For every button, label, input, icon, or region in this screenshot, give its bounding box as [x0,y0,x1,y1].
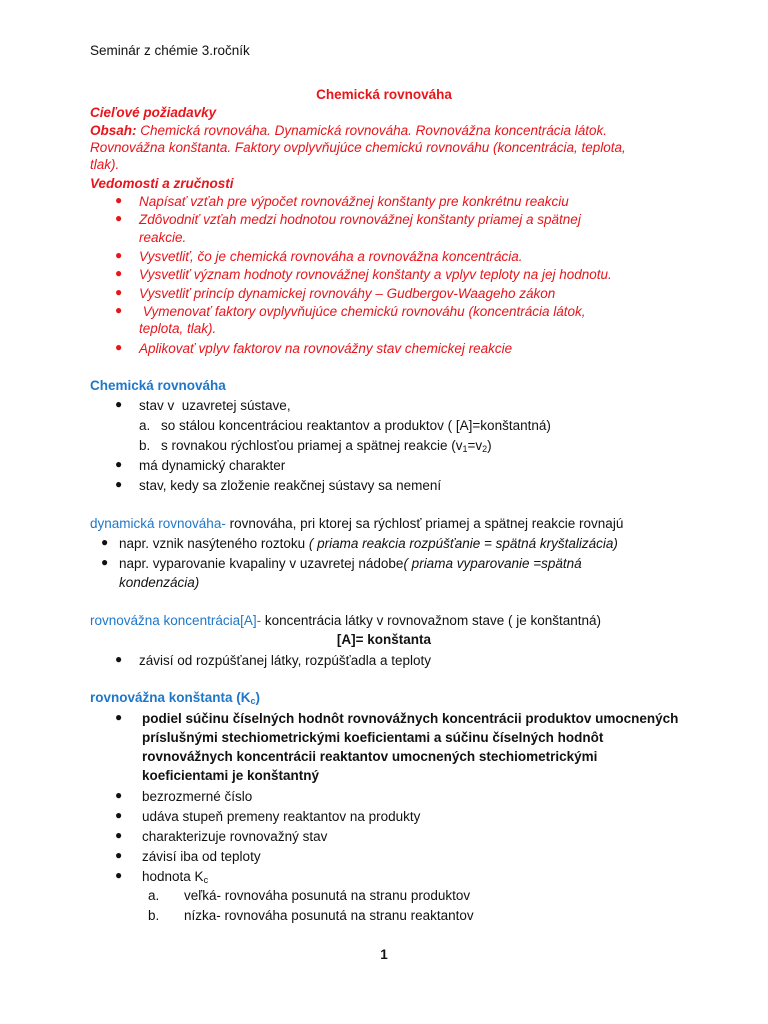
s2-definition: rovnováha, pri ktorej sa rýchlosť priamej a spätnej reakcie rovnajú [225,516,624,531]
bullet-icon: ● [115,788,123,802]
bullet-icon: ● [115,193,123,207]
s3-definition-line [90,612,601,629]
knowledge-item-4: Vysvetliť princíp dynamickej rovnováhy – Gudbergov-Waageho zákon [139,286,556,301]
bullet-icon: ● [115,848,123,862]
knowledge-item-5-cont: teplota, tlak). [139,321,217,336]
bullet-icon: ● [115,397,123,411]
s2-example-1-italic: ( priama reakcia rozpúšťanie = spätná kryštalizácia) [308,536,618,551]
s3-formula: [A]= konštanta [336,632,432,647]
page-header: Seminár z chémie 3.ročník [90,43,250,58]
s4-bold-line-0: podiel súčinu číselných hodnôt rovnovážnych koncentrácii produktov umocnených [142,711,679,726]
s2-example-2-cont: kondenzácia) [119,575,200,590]
s4-sub-b-label: b. [148,908,160,923]
knowledge-item-2: Vysvetliť, čo je chemická rovnováha a rovnovážna koncentrácia. [139,249,523,264]
bullet-icon: ● [115,340,123,354]
bullet-icon: ● [115,808,123,822]
s4-sub-a: veľká- rovnováha posunutá na stranu produktov [184,888,471,903]
subscript: 1 [462,444,468,454]
bullet-icon: ● [115,828,123,842]
bullet-icon: ● [115,457,123,471]
s2-example-2-italic: ( priama vyparovanie =spätná [403,556,582,571]
s4-bold-line-2: rovnovážnych koncentrácii reaktantov umocnených stechiometrickými [142,749,598,764]
bullet-icon: ● [115,211,123,225]
s4-item-2: bezrozmerné číslo [142,789,253,804]
bullet-icon: ● [115,477,123,491]
knowledge-item-1: Zdôvodniť vzťah medzi hodnotou rovnovážnej konštanty priamej a spätnej [139,212,581,227]
bullet-icon: ● [101,555,109,569]
subscript: c [203,875,209,885]
s4-bold-line-1: príslušnými stechiometrickými koeficientami a súčinu číselných hodnôt [142,730,604,745]
knowledge-item-6: Aplikovať vplyv faktorov na rovnovážny stav chemickej reakcie [139,341,513,356]
s4-heading-post: ) [255,690,261,705]
s1-sub-b-text: s rovnakou rýchlosťou priamej a spätnej reakcie (v [161,438,463,453]
s1-item-3: stav, kedy sa zloženie reakčnej sústavy sa nemení [139,478,442,493]
s1-sub-a-label: a. [139,418,151,433]
s4-item-5: závisí iba od teploty [142,849,261,864]
content-text-0: Chemická rovnováha. Dynamická rovnováha. Rovnovážna koncentrácia látok. [140,123,608,138]
knowledge-heading: Vedomosti a zručnosti [90,176,234,191]
page-number: 1 [380,947,388,962]
knowledge-item-5: Vymenovať faktory ovplyvňujúce chemickú rovnováhu (koncentrácia látok, [139,304,586,319]
knowledge-item-1-cont: reakcie. [139,230,187,245]
s1-item-1: stav v uzavretej sústave, [139,398,291,413]
s3-item-1: závisí od rozpúšťanej látky, rozpúšťadla a teploty [139,653,432,668]
s2-definition-line [90,515,623,532]
s2-example-2 [119,555,582,572]
s3-definition: koncentrácia látky v rovnovažnom stave ( je konštantná) [261,613,602,628]
content-line-0 [90,122,607,139]
content-line-1: Rovnovážna konštanta. Faktory ovplyvňujúce chemickú rovnováhu (koncentrácia, teplota, [90,140,626,155]
s4-item-4: charakterizuje rovnovažný stav [142,829,328,844]
bullet-icon: ● [115,248,123,262]
s4-item-6-text: hodnota K [142,869,204,884]
s4-sub-a-label: a. [148,888,160,903]
s1-item-2: má dynamický charakter [139,458,286,473]
subscript: c [250,696,256,706]
bullet-icon: ● [115,710,123,724]
subscript: 2 [482,444,488,454]
s1-sub-b-post: ) [487,438,492,453]
section-heading-equilibrium-constant [90,689,260,706]
s1-sub-a: so stálou koncentráciou reaktantov a produktov ( [A]=konštantná) [161,418,551,433]
s4-heading-text: rovnovážna konštanta (K [90,690,251,705]
bullet-icon: ● [115,266,123,280]
content-label: Obsah: [90,123,137,138]
s1-sub-b-mid: =v [467,438,483,453]
bullet-icon: ● [115,285,123,299]
s1-sub-b-label: b. [139,438,151,453]
s4-sub-b: nízka- rovnováha posunutá na stranu reaktantov [184,908,474,923]
content-line-2: tlak). [90,157,120,172]
knowledge-item-3: Vysvetliť význam hodnoty rovnovážnej konštanty a vplyv teploty na jej hodnotu. [139,267,612,282]
bullet-icon: ● [115,868,123,882]
bullet-icon: ● [115,652,123,666]
knowledge-item-0: Napísať vzťah pre výpočet rovnovážnej konštanty pre konkrétnu reakciu [139,194,569,209]
bullet-icon: ● [115,303,123,317]
s4-item-6 [142,868,208,885]
section-heading-dynamic-equilibrium: dynamická rovnováha- [90,516,226,531]
requirements-heading: Cieľové požiadavky [90,105,217,120]
s2-example-1 [119,535,618,552]
section-heading-chem-equilibrium: Chemická rovnováha [90,378,226,393]
s4-bold-line-3: koeficientami je konštantný [142,768,320,783]
s4-item-3: udáva stupeň premeny reaktantov na produkty [142,809,421,824]
s1-sub-b [161,437,492,454]
section-heading-equilibrium-concentration: rovnovážna koncentrácia[A]- [90,613,262,628]
document-title: Chemická rovnováha [316,87,452,102]
s2-example-1-text: napr. vznik nasýteného roztoku [119,536,309,551]
s2-example-2-text: napr. vyparovanie kvapaliny v uzavretej nádobe [119,556,404,571]
bullet-icon: ● [101,535,109,549]
